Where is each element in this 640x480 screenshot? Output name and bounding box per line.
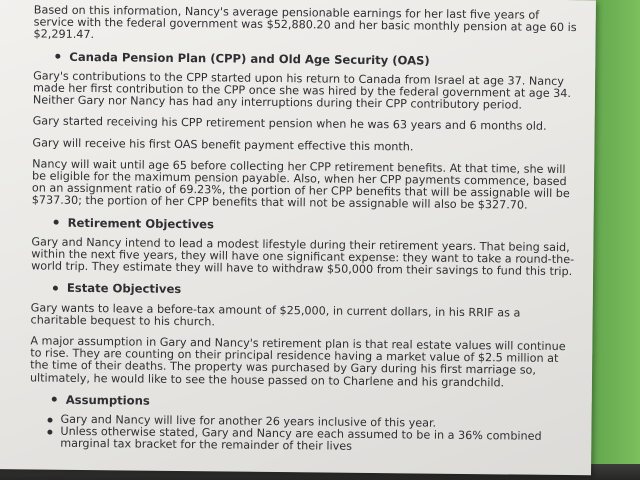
section-heading-retirement <box>54 216 580 234</box>
bullet-icon <box>48 418 53 423</box>
bullet-icon <box>53 286 58 291</box>
section-heading-estate <box>53 282 579 300</box>
bullet-icon <box>54 220 59 225</box>
section-heading-cpp <box>55 50 581 68</box>
list-item-text: Unless otherwise stated, Gary and Nancy are each assumed to be in a 36% combined marginal tax bracket for the remainder of their lives <box>60 425 542 454</box>
estate-paragraph: Gary wants to leave a before-tax amount of $25,000, in current dollars, in his RRIF as a charitable bequest to his church. <box>30 301 521 329</box>
cpp-paragraph: Gary started receiving his CPP retirement pension when he was 63 years and 6 months old. <box>32 114 547 134</box>
list-item <box>47 426 577 456</box>
heading-text: Estate Objectives <box>66 281 182 297</box>
list-item-text: Gary and Nancy will live for another 26 years inclusive of this year. <box>60 412 437 430</box>
heading-text: Retirement Objectives <box>67 215 215 231</box>
heading-text: Assumptions <box>65 392 150 408</box>
cpp-paragraph: Gary will receive his first OAS benefit payment effective this month. <box>32 136 414 154</box>
assumptions-list <box>47 414 577 456</box>
intro-paragraph: Based on this information, Nancy's average pensionable earnings for her last five years of service with the federal government was $52,880.20 and her basic monthly pension at age 60 is $2,291.47. <box>33 3 577 42</box>
section-heading-assumptions <box>52 394 578 412</box>
bullet-icon <box>47 430 52 435</box>
cpp-paragraph: Nancy will wait until age 65 before collecting her CPP retirement benefits. At that time, she will be eligible for the maximum pension payable. Also, when her CPP payments commence, based on an assignment ratio of 69.23%, the portion of her CPP benefits that will be assignable will be $737.30; the portion of her CPP benefits that will not be assignable will also be $327.70. <box>31 157 570 213</box>
bullet-icon <box>52 397 57 402</box>
cpp-paragraph: Gary's contributions to the CPP started upon his return to Canada from Israel at age 37. Nancy made her first contribution to the CPP once she was hired by the federal government at age 34. Neither Gary nor Nancy has had any interruptions during their CPP contributory period. <box>32 69 572 112</box>
retirement-paragraph: Gary and Nancy intend to lead a modest lifestyle during their retirement years. That being said, within the next five years, they will have one significant expense: they want to take a round-the-world trip. They estimate they will have to withdraw $50,000 from their savings to fund this trip. <box>31 235 575 279</box>
heading-text: Canada Pension Plan (CPP) and Old Age Security (OAS) <box>69 49 430 68</box>
bullet-icon <box>55 54 60 59</box>
estate-paragraph: A major assumption in Gary and Nancy's retirement plan is that real estate values will continue to rise. They are counting on their principal residence having a market value of $2.5 million at the time of their deaths. The property was purchased by Gary during his first marriage so, ultimately, he would like to see the house passed on to Charlene and his grandchild. <box>29 334 566 390</box>
